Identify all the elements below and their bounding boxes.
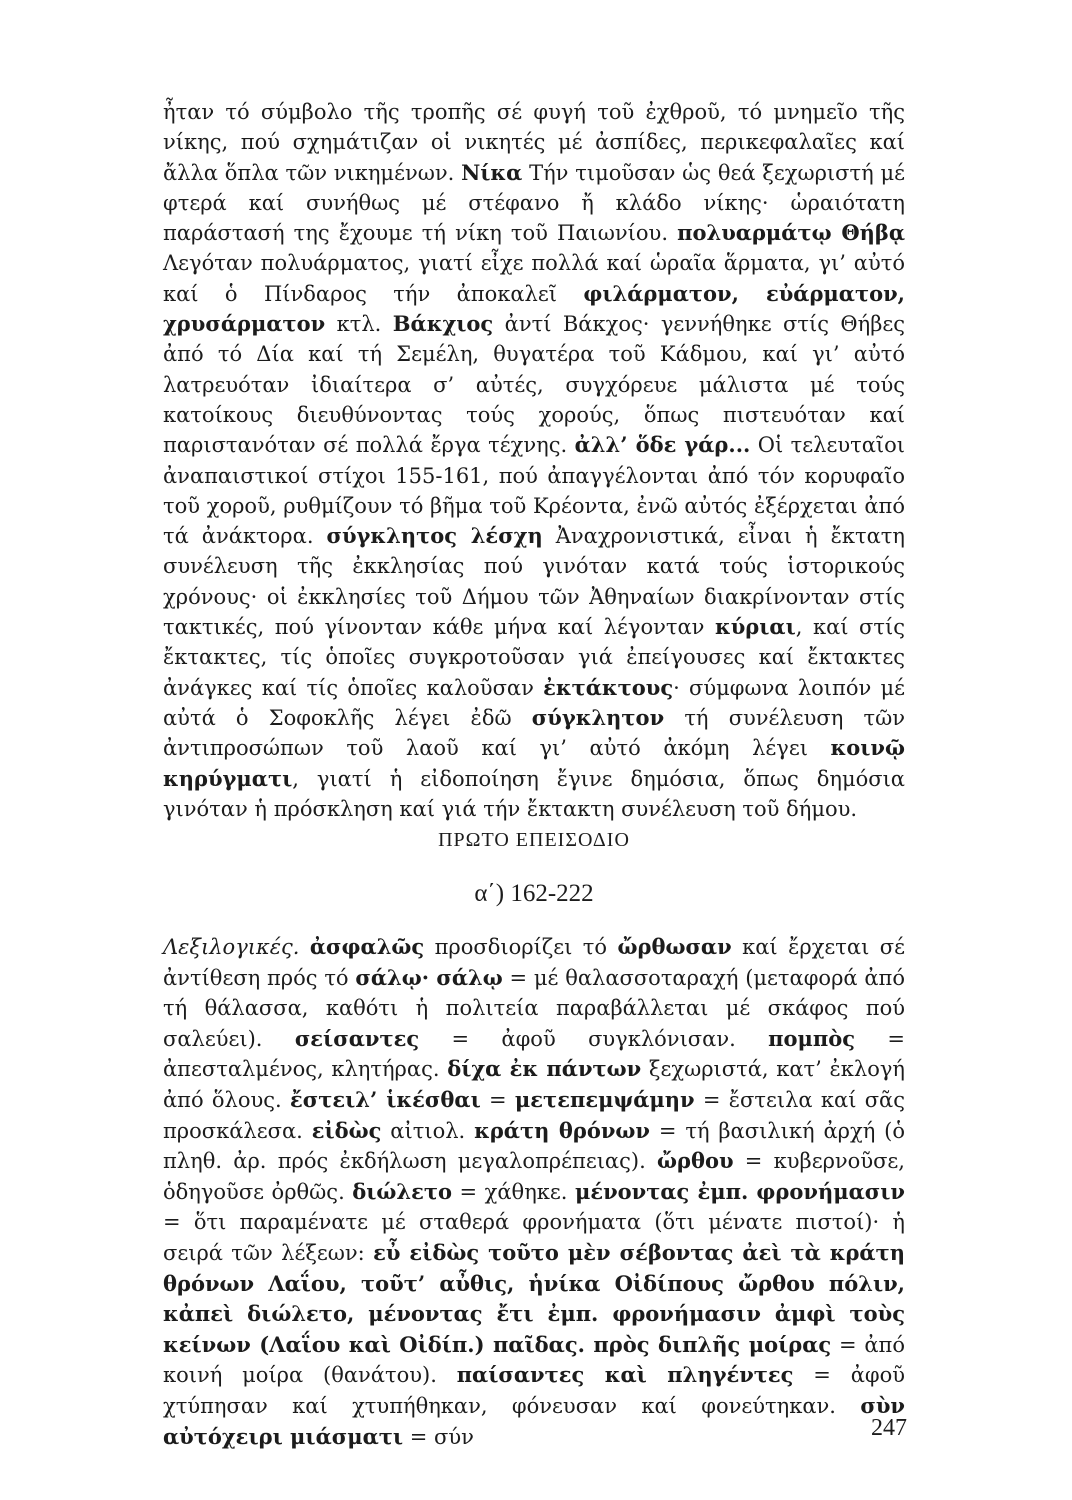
page-number: 247: [871, 1415, 907, 1441]
headword: εἰδὼς: [311, 1117, 382, 1143]
text-run: = μέ θαλασσοταραχή (μεταφορά ἀπό τή θάλασσα, καθότι ἡ πολιτεία παραβάλλεται μέ σκάφος πού σαλεύει).: [163, 965, 905, 1051]
text-run: ἦταν τό σύμβολο τῆς τροπῆς σέ φυγή τοῦ ἐχθροῦ, τό μνημεῖο τῆς νίκης, πού σχημάτιζαν οἱ νικητές μέ ἀσπίδες, περικεφαλαῖες καί ἄλλα ὅπλα τῶν νικημένων.: [163, 100, 905, 185]
headword: κοινῷ κηρύγματι: [163, 735, 905, 791]
text-run: = ἀπό κοινή μοίρα (θανάτου).: [163, 1332, 905, 1388]
headword: παίσαντες καὶ πληγέντες: [456, 1362, 794, 1388]
commentary-paragraph: [163, 97, 905, 824]
text-run: = ὅτι παραμένατε μέ σταθερά φρονήματα (ὅτι μένατε πιστοί)· ἡ σειρά τῶν λέξεων:: [163, 1210, 905, 1265]
headword: κύριαι: [714, 614, 796, 640]
subsection-title: α΄) 162-222: [474, 880, 594, 907]
text-run: = ἔστειλα καί σᾶς προσκάλεσα.: [163, 1087, 905, 1143]
text-run: αἰτιολ.: [381, 1118, 475, 1143]
headword: πολυαρμάτῳ Θήβᾳ: [677, 220, 905, 246]
headword: σύγκλητος λέσχη: [326, 523, 543, 549]
headword: διώλετο: [352, 1178, 453, 1204]
text-run: = κυβερνοῦσε, ὁδηγοῦσε ὀρθῶς.: [163, 1149, 905, 1204]
headword: σύγκλητον: [531, 704, 665, 730]
headword: σὺν αὐτόχειρι μιάσματι: [163, 1392, 905, 1449]
text-run: τή συνέλευση τῶν ἀντιπροσώπων τοῦ λαοῦ καί γι’ αὐτό ἀκόμη λέγει: [163, 705, 905, 761]
headword: κράτη θρόνων: [474, 1117, 650, 1143]
text-run: =: [480, 1087, 515, 1112]
text-run: · σύμφωνα λοιπόν μέ αὐτά ὁ Σοφοκλῆς λέγει ἐδῶ: [163, 675, 906, 730]
headword: Βάκχιος: [392, 311, 494, 337]
text-run: = ἀπεσταλμένος, κλητήρας.: [163, 1026, 905, 1082]
text-run: κτλ.: [325, 312, 393, 337]
text-run: = τή βασιλική ἀρχή (ὁ πληθ. ἀρ. πρός ἐκδήλωση μεγαλοπρέπειας).: [163, 1118, 905, 1174]
text-run: = ἀφοῦ χτύπησαν καί χτυπήθηκαν, φόνευσαν καί φονεύτηκαν.: [163, 1363, 905, 1418]
headword: σείσαντες: [294, 1025, 420, 1051]
text-run: = σύν: [403, 1424, 474, 1449]
section-title: ΠΡΩΤΟ ΕΠΕΙΣΟΔΙΟ: [438, 829, 630, 851]
headword: μένοντας ἐμπ. φρονήμασιν: [574, 1178, 905, 1204]
headword: ἐκτάκτους: [543, 674, 674, 700]
label-italic: Λεξιλογικές.: [163, 935, 300, 959]
lexical-notes-paragraph: [163, 932, 905, 1452]
text-run: , γιατί ἡ εἰδοποίηση ἔγινε δημόσια, ὅπως δημόσια γινόταν ἡ πρόσκληση καί γιά τήν ἔκτακτη συνέλευση τοῦ δήμου.: [163, 766, 905, 821]
headword: ὤρθου: [657, 1148, 734, 1174]
text-run: Ἀναχρονιστικά, εἶναι ἡ ἔκτατη συνέλευση τῆς ἐκκλησίας πού γινόταν κατά τούς ἱστορικούς χρόνους· οἱ ἐκκλησίες τοῦ Δήμου τῶν Ἀθηναίων διακρίνονταν στίς τακτικές, πού γίνονταν κάθε μήνα καί λέγονταν: [163, 524, 905, 640]
text-run: καί ἔρχεται σέ ἀντίθεση πρός τό: [163, 935, 905, 990]
headword: Νίκα: [461, 159, 523, 185]
headword: ὤρθωσαν: [617, 934, 732, 959]
headword: φιλάρματον, εὐάρματον, χρυσάρματον: [163, 280, 905, 337]
headword: ἀλλ’ ὅδε γάρ...: [574, 432, 751, 458]
text-run: = ἀφοῦ συγκλόνισαν.: [419, 1026, 769, 1051]
text-run: ἀντί Βάκχος· γεννήθηκε στίς Θήβες ἀπό τό Δία καί τή Σεμέλη, θυγατέρα τοῦ Κάδμου, καί γι’ αὐτό λατρευόταν ἰδιαίτερα σ’ αὐτές, συγχόρευε μάλιστα μέ τούς κατοίκους διευθύνοντας τούς χορούς, ὅπως πιστευόταν καί παριστανόταν σέ πολλά ἔργα τέχνης.: [163, 312, 905, 458]
headword: εὖ εἰδὼς τοῦτο μὲν σέβοντας ἀεὶ τὰ κράτη θρόνων Λαΐου, τοῦτ’ αὖθις, ἡνίκα Οἰδίπους ὤρθου πόλιν, κἀπεὶ διώλετο, μένοντας ἔτι ἐμπ. φρονήμασιν ἀμφὶ τοὺς κείνων (Λαΐου καὶ Οἰδίπ.) παῖδας. πρὸς διπλῆς μοίρας: [163, 1239, 905, 1357]
headword: ἀσφαλῶς: [309, 934, 425, 959]
headword: πομπὸς: [768, 1025, 856, 1051]
headword: δίχα ἐκ πάντων: [447, 1056, 642, 1082]
headword: ἔστειλ’ ἱκέσθαι: [290, 1086, 481, 1112]
text-run: ξεχωριστά, κατ’ ἐκλογή ἀπό ὅλους.: [163, 1057, 905, 1112]
text-run: , καί στίς ἔκτακτες, τίς ὁποῖες συγκροτοῦσαν γιά ἐπείγουσες καί ἔκτακτες ἀνάγκες καί τίς ὁποῖες καλοῦσαν: [163, 615, 905, 700]
text-run: Τήν τιμοῦσαν ὡς θεά ξεχωριστή μέ φτερά καί συνήθως μέ στέφανο ἤ κλάδο νίκης· ὡραιότατη παράστασή της ἔχουμε τή νίκη τοῦ Παιωνίου.: [163, 160, 905, 246]
headword: μετεπεμψάμην: [514, 1086, 695, 1112]
text-run: προσδιορίζει τό: [424, 935, 618, 959]
headword: σάλῳ· σάλῳ: [355, 964, 503, 990]
text-run: [299, 935, 309, 959]
text-run: Οἱ τελευταῖοι ἀναπαιστικοί στίχοι 155-161, πού ἀπαγγέλονται ἀπό τόν κορυφαῖο τοῦ χοροῦ, ρυθμίζουν τό βῆμα τοῦ Κρέοντα, ἐνῶ αὐτός ἐξέρχεται ἀπό τά ἀνάκτορα.: [163, 433, 905, 549]
text-run: Λεγόταν πολυάρματος, γιατί εἶχε πολλά καί ὡραῖα ἅρματα, γι’ αὐτό καί ὁ Πίνδαρος τήν ἀποκαλεῖ: [163, 251, 905, 306]
text-run: = χάθηκε.: [452, 1179, 575, 1204]
